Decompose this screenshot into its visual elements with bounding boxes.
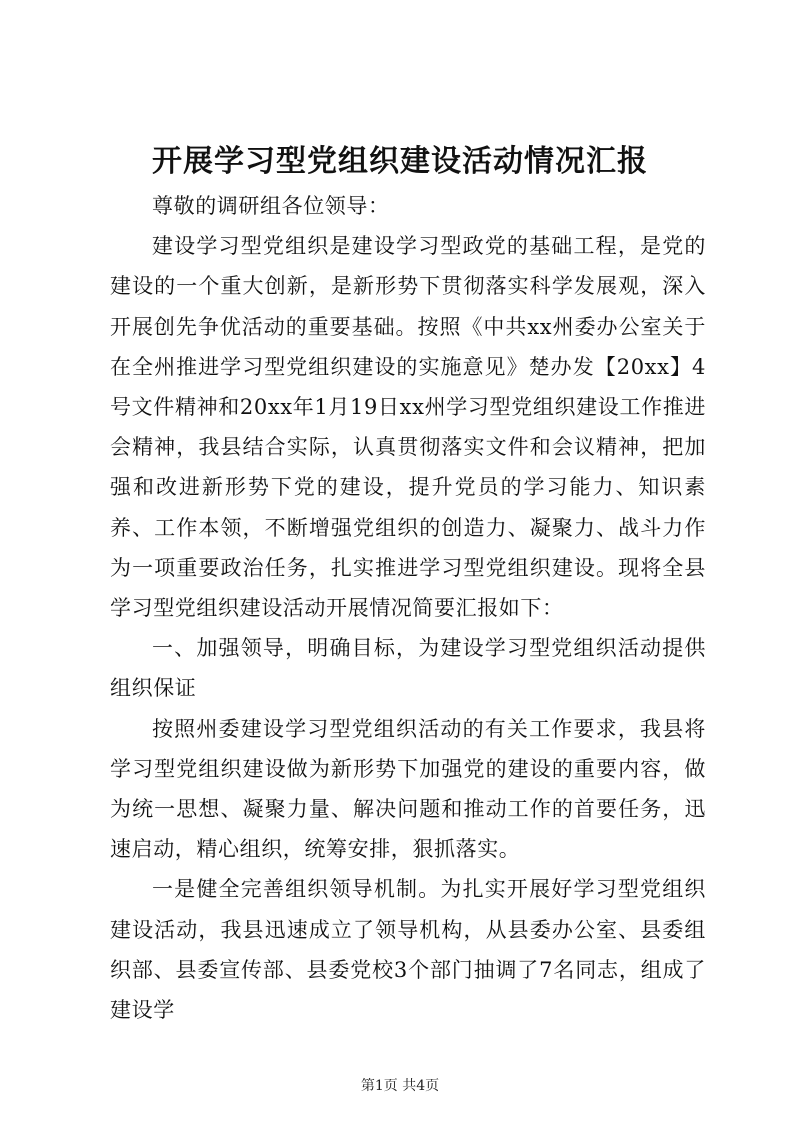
document-body bbox=[110, 186, 706, 1030]
page-number-footer: 第1页 共4页 bbox=[360, 1078, 440, 1094]
section-1-point-1: 一是健全完善组织领导机制。为扎实开展好学习型党组织建设活动，我县迅速成立了领导机构，从县委办公室、县委组织部、县委宣传部、县委党校3个部门抽调了7名同志，组成了建设学 bbox=[110, 877, 706, 1023]
salutation-paragraph: 尊敬的调研组各位领导： bbox=[152, 194, 390, 218]
intro-paragraph: 建设学习型党组织是建设学习型政党的基础工程，是党的建设的一个重大创新，是新形势下贯彻落实科学发展观，深入开展创先争优活动的重要基础。按照《中共xx州委办公室关于在全州推进学习型党组织建设的实施意见》楚办发【20xx】4号文件精神和20xx年1月19日xx州学习型党组织建设工作推进会精神，我县结合实际，认真贯彻落实文件和会议精神，把加强和改进新形势下党的建设，提升党员的学习能力、知识素养、工作本领，不断增强党组织的创造力、凝聚力、战斗力作为一项重要政治任务，扎实推进学习型党组织建设。现将全县学习型党组织建设活动开展情况简要汇报如下： bbox=[110, 234, 706, 621]
section-1-paragraph: 按照州委建设学习型党组织活动的有关工作要求，我县将学习型党组织建设做为新形势下加强党的建设的重要内容，做为统一思想、凝聚力量、解决问题和推动工作的首要任务，迅速启动，精心组织，统筹安排，狠抓落实。 bbox=[110, 716, 706, 862]
document-title: 开展学习型党组织建设活动情况汇报 bbox=[152, 144, 648, 179]
section-heading-1: 一、加强领导，明确目标，为建设学习型党组织活动提供组织保证 bbox=[110, 636, 706, 701]
